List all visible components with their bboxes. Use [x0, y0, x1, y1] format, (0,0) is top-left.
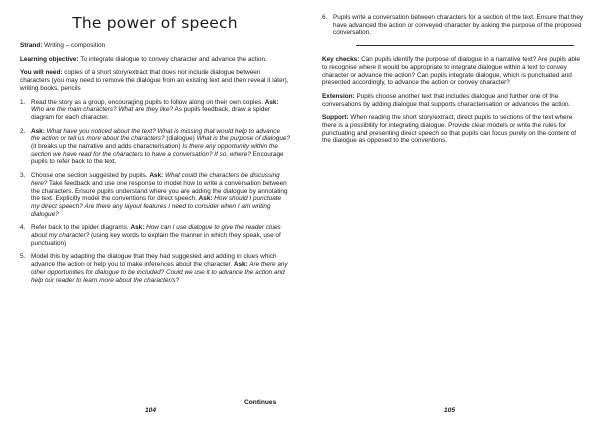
ask-label: Ask:	[233, 261, 248, 269]
strand-paragraph	[20, 42, 290, 50]
step-number: 2.	[20, 127, 26, 135]
resources-paragraph	[20, 69, 290, 92]
right-page	[300, 0, 600, 426]
step-number: 5.	[20, 253, 26, 261]
step-text: As pupils feedback, draw a spider diagram for each character.	[31, 106, 271, 121]
page-number-right: 105	[444, 407, 456, 414]
step-text: Choose one section suggested by pupils.	[31, 172, 150, 180]
support-text: When reading the short story/extract, direct pupils to sections of the text where there is a possibility for integrating dialogue. Provide clear models or write the rules for punctuating and presenting direct speech so that pupils can focus purely on the content of the dialogue as opposed to the conventions.	[322, 114, 577, 145]
step-item	[20, 253, 290, 284]
ask-question: What could the characters be discussing here?	[31, 172, 280, 187]
step-item	[322, 14, 584, 37]
key-checks-text: Can pupils identify the purpose of dialogue in a narrative text? Are pupils able to recognise where it would be appropriate to integrate dialogue within a text to convey character or advance the action? Can pupils integrate dialogue, which is punctuated and presented accordingly, to advance the action or convey character?	[322, 56, 580, 87]
step-item	[20, 224, 290, 247]
step-text: Model this by adapting the dialogue that they had suggested and adding in clues which advance the action or help you to make inferences about the character.	[31, 253, 277, 269]
support-paragraph	[322, 114, 584, 145]
steps-list-continued	[322, 14, 584, 37]
resources-text: copies of a short story/extract that does not include dialogue between characters (you may need to remove the dialogue from an existing text and then reveal it later), writing books, pencils	[20, 69, 289, 92]
objective-paragraph	[20, 56, 290, 64]
ask-question: How can I use dialogue to give the reader clues about my character?	[31, 224, 281, 240]
step-text: (using key words to explain the manner in which they speak, use of punctuation)	[31, 232, 281, 247]
step-number: 4.	[20, 224, 26, 232]
ask-question: Is there any opportunity within the section we have read for the characters to have a conversation? If so, where?	[31, 143, 278, 158]
ask-label: Ask:	[130, 224, 145, 232]
resources-label: You will need:	[20, 69, 63, 77]
key-checks-label: Key checks:	[322, 56, 360, 64]
strand-text: Writing – composition	[44, 42, 106, 49]
ask-label: Ask:	[264, 98, 279, 106]
step-item	[20, 99, 290, 122]
ask-question: Who are the main characters? What are they like?	[31, 106, 174, 114]
ask-question: What have you noticed about the text? What is missing that would help to advance the action or tell us more about the characters?	[31, 127, 281, 143]
continues-label: Continues	[244, 399, 277, 406]
page-title: The power of speech	[72, 14, 238, 32]
step-text: Encourage pupils to refer back to the text.	[31, 150, 284, 166]
ask-question: What is the purpose of dialogue?	[196, 135, 290, 143]
ask-label: Ask:	[149, 172, 164, 180]
ask-label: Ask:	[31, 127, 45, 135]
steps-list	[20, 99, 290, 285]
step-text: (it breaks up the narrative and adds characterisation)	[31, 143, 183, 151]
extension-paragraph	[322, 93, 584, 108]
step-text: Read the story as a group, encouraging pupils to follow along on their own copies.	[31, 98, 265, 106]
ask-question: Are there any other opportunities for dialogue to be included? Could we use it to advance the action and help our reader to learn more about the character/s?	[31, 261, 288, 284]
step-number: 1.	[20, 98, 26, 106]
extension-text: Pupils choose another text that includes dialogue and further one of the conversations by adding dialogue that supports characterisation or advances the action.	[322, 92, 571, 108]
step-text: Refer back to the spider diagrams.	[31, 224, 131, 232]
objective-label: Learning objective:	[20, 55, 79, 63]
step-text: Take feedback and use one response to model how to write a conversation between the characters. Ensure pupils understand where you are adding the dialogue by annotating the text. Explicitly model the conventions for direct speech.	[31, 179, 288, 203]
section-divider	[356, 45, 574, 46]
step-number: 3.	[20, 172, 26, 180]
step-number: 6.	[322, 14, 328, 21]
key-checks-paragraph	[322, 56, 584, 87]
step-text: Pupils write a conversation between characters for a section of the text. Ensure that they have advanced the action or conveyed character by asking the purpose of the proposed conversation.	[333, 14, 584, 37]
objective-text: To integrate dialogue to convey character and advance the action.	[80, 55, 267, 63]
page-number-left: 104	[145, 407, 157, 414]
ask-question: How should I punctuate my direct speech? Are there any layout features I need to consider when I am writing dialogue?	[31, 195, 282, 218]
step-item	[20, 172, 290, 218]
extension-label: Extension:	[322, 92, 355, 100]
ask-label: Ask:	[198, 195, 213, 203]
step-text: (dialogue)	[164, 135, 197, 143]
support-label: Support:	[322, 114, 349, 122]
strand-label: Strand:	[20, 42, 43, 49]
step-item	[20, 128, 290, 167]
